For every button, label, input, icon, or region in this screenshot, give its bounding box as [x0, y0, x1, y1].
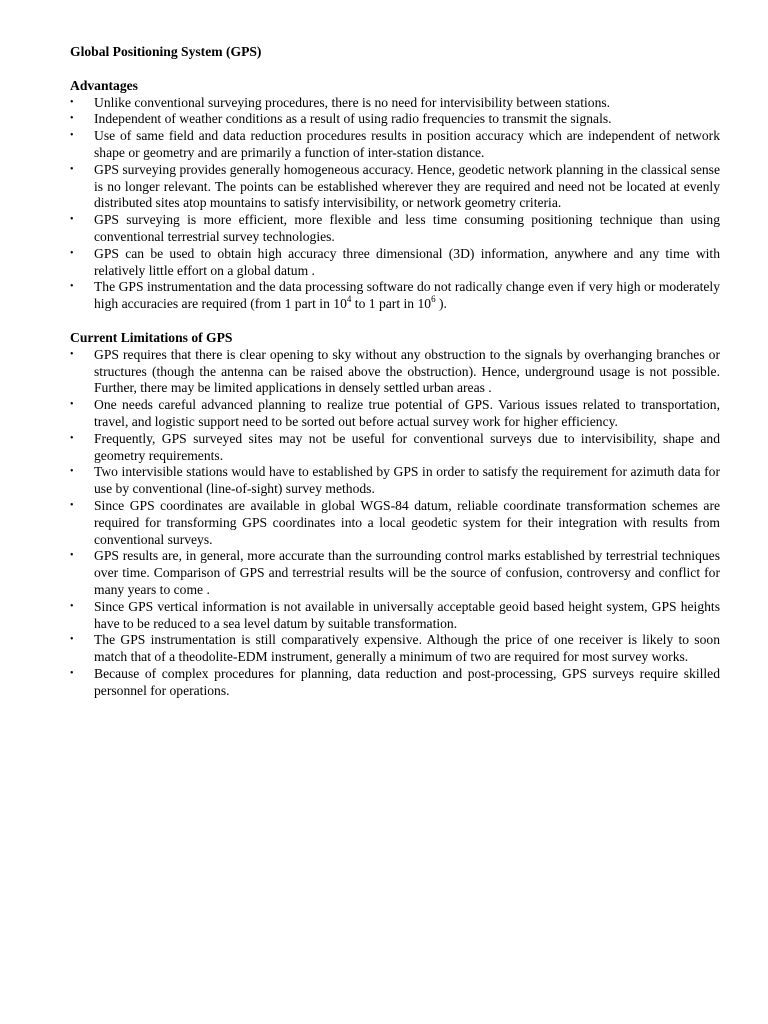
- advantages-list: [70, 95, 720, 313]
- list-item: [70, 162, 720, 212]
- accuracy-text-after: ).: [435, 296, 447, 312]
- list-item: [70, 95, 720, 112]
- limitations-section: [70, 330, 720, 700]
- bullet-icon: •: [70, 432, 74, 444]
- list-item-text: Independent of weather conditions as a result of using radio frequencies to transmit the signals.: [94, 111, 612, 127]
- bullet-icon: •: [70, 499, 74, 511]
- bullet-icon: •: [70, 667, 74, 679]
- document-title: Global Positioning System (GPS): [70, 44, 262, 59]
- list-item-text: Unlike conventional surveying procedures, there is no need for intervisibility between stations.: [94, 94, 611, 110]
- bullet-icon: •: [70, 348, 74, 360]
- list-item-text: Because of complex procedures for planning, data reduction and post-processing, GPS surveys require skilled personnel for operations.: [94, 665, 720, 698]
- list-item-text: GPS surveying provides generally homogeneous accuracy. Hence, geodetic network planning in the classical sense is no longer relevant. The points can be established wherever they are required and need not be located at evenly distributed sites atop mountains to satisfy intervisibility, or network geometry criteria.: [94, 161, 720, 211]
- list-item-text: GPS results are, in general, more accurate than the surrounding control marks established by terrestrial techniques over time. Comparison of GPS and terrestrial results will be the source of confusion, controversy and conflict for many years to come .: [94, 548, 720, 597]
- accuracy-text-before: The GPS instrumentation and the data processing software do not radically change even if very high or moderately high accuracies are required (from 1 part in 10: [94, 279, 720, 312]
- list-item-text: GPS can be used to obtain high accuracy three dimensional (3D) information, anywhere and any time with relatively little effort on a global datum .: [94, 245, 720, 278]
- list-item-text: GPS requires that there is clear opening to sky without any obstruction to the signals by overhanging branches or structures (though the antenna can be raised above the obstruction). Hence, underground usage is not possible. Further, there may be limited applications in densely settled urban areas .: [94, 346, 720, 396]
- limitations-list: [70, 347, 720, 700]
- list-item: [70, 246, 720, 280]
- bullet-icon: •: [70, 214, 74, 226]
- list-item: [70, 548, 720, 598]
- list-item-text: Since GPS vertical information is not available in universally acceptable geoid based height system, GPS heights have to be reduced to a sea level datum by suitable transformation.: [94, 598, 720, 631]
- list-item: [70, 397, 720, 431]
- advantages-heading: Advantages: [70, 77, 138, 93]
- bullet-icon: •: [70, 634, 74, 646]
- list-item-text: Since GPS coordinates are available in global WGS-84 datum, reliable coordinate transformation schemes are required for transforming GPS coordinates into a local geodetic system for their integration with results from conventional surveys.: [94, 497, 720, 547]
- bullet-icon: •: [70, 247, 74, 259]
- list-item: [70, 666, 720, 700]
- bullet-icon: •: [70, 399, 74, 411]
- list-item: [70, 632, 720, 666]
- list-item-text: One needs careful advanced planning to realize true potential of GPS. Various issues related to transportation, travel, and logistic support need to be sorted out before actual survey work for higher efficiency.: [94, 397, 720, 429]
- document-page: [70, 44, 720, 699]
- list-item: [70, 111, 720, 128]
- advantages-section: [70, 78, 720, 313]
- exponent-6: 6: [431, 293, 436, 304]
- list-item-text: GPS surveying is more efficient, more flexible and less time consuming positioning technique than using conventional terrestrial survey technologies.: [94, 212, 720, 244]
- bullet-icon: •: [70, 130, 74, 142]
- accuracy-text-middle: to 1 part in 10: [351, 296, 432, 312]
- bullet-icon: •: [70, 281, 74, 293]
- bullet-icon: •: [70, 113, 74, 125]
- bullet-icon: •: [70, 600, 74, 612]
- list-item: [70, 464, 720, 498]
- exponent-4: 4: [346, 293, 352, 304]
- list-item-text: [94, 279, 720, 311]
- bullet-icon: •: [70, 96, 74, 108]
- bullet-icon: •: [70, 550, 74, 562]
- list-item-text: Two intervisible stations would have to established by GPS in order to satisfy the requirement for azimuth data for use by conventional (line-of-sight) survey methods.: [94, 464, 720, 497]
- list-item: [70, 431, 720, 465]
- list-item: [70, 279, 720, 313]
- list-item: [70, 347, 720, 397]
- bullet-icon: •: [70, 163, 74, 175]
- limitations-heading: Current Limitations of GPS: [70, 329, 233, 345]
- list-item: [70, 498, 720, 548]
- list-item-text: The GPS instrumentation is still comparatively expensive. Although the price of one receiver is likely to soon match that of a theodolite-EDM instrument, generally a minimum of two are required for most survey works.: [94, 632, 720, 665]
- list-item-text: Frequently, GPS surveyed sites may not be useful for conventional surveys due to intervisibility, shape and geometry requirements.: [94, 430, 720, 463]
- bullet-icon: •: [70, 466, 74, 478]
- list-item: [70, 128, 720, 162]
- list-item: [70, 599, 720, 633]
- list-item: [70, 212, 720, 246]
- list-item-text: Use of same field and data reduction procedures results in position accuracy which are independent of network shape or geometry and are primarily a function of inter-station distance.: [94, 128, 720, 160]
